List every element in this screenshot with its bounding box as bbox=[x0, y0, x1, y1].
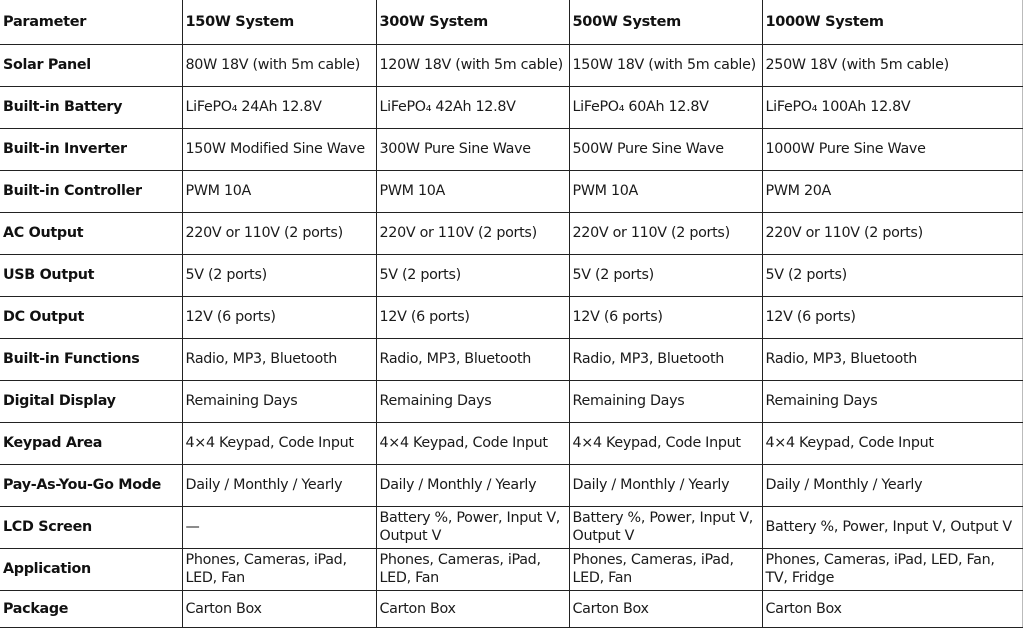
header-150w: 150W System bbox=[182, 0, 376, 44]
row-label: AC Output bbox=[0, 212, 182, 254]
table-cell: 220V or 110V (2 ports) bbox=[182, 212, 376, 254]
table-cell: 12V (6 ports) bbox=[376, 296, 569, 338]
table-row bbox=[0, 380, 1022, 422]
table-row bbox=[0, 590, 1022, 627]
table-cell: PWM 10A bbox=[376, 170, 569, 212]
table-cell: Daily / Monthly / Yearly bbox=[762, 464, 1022, 506]
table-cell: Phones, Cameras, iPad, LED, Fan bbox=[376, 548, 569, 590]
table-cell: Phones, Cameras, iPad, LED, Fan bbox=[569, 548, 762, 590]
table-cell: Remaining Days bbox=[762, 380, 1022, 422]
table-header bbox=[0, 0, 1022, 44]
row-label: Keypad Area bbox=[0, 422, 182, 464]
row-label: Built-in Controller bbox=[0, 170, 182, 212]
table-cell: 5V (2 ports) bbox=[762, 254, 1022, 296]
table-row bbox=[0, 338, 1022, 380]
table-cell: 500W Pure Sine Wave bbox=[569, 128, 762, 170]
table-cell: 80W 18V (with 5m cable) bbox=[182, 44, 376, 86]
table-cell: 250W 18V (with 5m cable) bbox=[762, 44, 1022, 86]
table-row bbox=[0, 422, 1022, 464]
table-row bbox=[0, 548, 1022, 590]
row-label: Built-in Inverter bbox=[0, 128, 182, 170]
row-label: Application bbox=[0, 548, 182, 590]
table-cell: 220V or 110V (2 ports) bbox=[762, 212, 1022, 254]
table-cell: Remaining Days bbox=[376, 380, 569, 422]
table-cell: Phones, Cameras, iPad, LED, Fan, TV, Fridge bbox=[762, 548, 1022, 590]
table-cell: 220V or 110V (2 ports) bbox=[569, 212, 762, 254]
table-cell: 4×4 Keypad, Code Input bbox=[569, 422, 762, 464]
table-cell: 120W 18V (with 5m cable) bbox=[376, 44, 569, 86]
table-row bbox=[0, 464, 1022, 506]
table-cell: Battery %, Power, Input V, Output V bbox=[762, 506, 1022, 548]
table-cell: LiFePO₄ 60Ah 12.8V bbox=[569, 86, 762, 128]
row-label: Package bbox=[0, 590, 182, 627]
table-row bbox=[0, 44, 1022, 86]
row-label: Built-in Functions bbox=[0, 338, 182, 380]
row-label: Built-in Battery bbox=[0, 86, 182, 128]
header-1000w: 1000W System bbox=[762, 0, 1022, 44]
header-300w: 300W System bbox=[376, 0, 569, 44]
table-row bbox=[0, 170, 1022, 212]
table-cell: Remaining Days bbox=[569, 380, 762, 422]
table-cell: 220V or 110V (2 ports) bbox=[376, 212, 569, 254]
table-cell: 150W 18V (with 5m cable) bbox=[569, 44, 762, 86]
row-label: USB Output bbox=[0, 254, 182, 296]
table-cell: 12V (6 ports) bbox=[762, 296, 1022, 338]
table-cell: PWM 20A bbox=[762, 170, 1022, 212]
table-cell: Remaining Days bbox=[182, 380, 376, 422]
row-label: DC Output bbox=[0, 296, 182, 338]
table-cell: 12V (6 ports) bbox=[569, 296, 762, 338]
table-cell: 150W Modified Sine Wave bbox=[182, 128, 376, 170]
table-cell: 5V (2 ports) bbox=[569, 254, 762, 296]
table-cell: 12V (6 ports) bbox=[182, 296, 376, 338]
header-row bbox=[0, 0, 1022, 44]
table-cell: 300W Pure Sine Wave bbox=[376, 128, 569, 170]
row-label: Digital Display bbox=[0, 380, 182, 422]
table-cell: Carton Box bbox=[182, 590, 376, 627]
table-cell: 1000W Pure Sine Wave bbox=[762, 128, 1022, 170]
table-cell: Radio, MP3, Bluetooth bbox=[762, 338, 1022, 380]
table-cell: PWM 10A bbox=[569, 170, 762, 212]
table-cell: Radio, MP3, Bluetooth bbox=[376, 338, 569, 380]
table-cell: 5V (2 ports) bbox=[182, 254, 376, 296]
table-cell: Carton Box bbox=[762, 590, 1022, 627]
table-cell: 4×4 Keypad, Code Input bbox=[762, 422, 1022, 464]
row-label: Pay-As-You-Go Mode bbox=[0, 464, 182, 506]
table-cell: LiFePO₄ 42Ah 12.8V bbox=[376, 86, 569, 128]
table-cell: Battery %, Power, Input V, Output V bbox=[569, 506, 762, 548]
table-row bbox=[0, 296, 1022, 338]
table-cell: Battery %, Power, Input V, Output V bbox=[376, 506, 569, 548]
table-cell: 4×4 Keypad, Code Input bbox=[182, 422, 376, 464]
header-parameter: Parameter bbox=[0, 0, 182, 44]
table-cell: 5V (2 ports) bbox=[376, 254, 569, 296]
table-row bbox=[0, 128, 1022, 170]
table-row bbox=[0, 254, 1022, 296]
table-cell: LiFePO₄ 24Ah 12.8V bbox=[182, 86, 376, 128]
table-cell: LiFePO₄ 100Ah 12.8V bbox=[762, 86, 1022, 128]
table-row bbox=[0, 506, 1022, 548]
table-cell: Radio, MP3, Bluetooth bbox=[182, 338, 376, 380]
row-label: LCD Screen bbox=[0, 506, 182, 548]
table-row bbox=[0, 212, 1022, 254]
table-cell: Phones, Cameras, iPad, LED, Fan bbox=[182, 548, 376, 590]
table-cell: Radio, MP3, Bluetooth bbox=[569, 338, 762, 380]
table-cell: — bbox=[182, 506, 376, 548]
table-body bbox=[0, 44, 1022, 627]
table-cell: Daily / Monthly / Yearly bbox=[569, 464, 762, 506]
table-cell: Daily / Monthly / Yearly bbox=[376, 464, 569, 506]
table-cell: Carton Box bbox=[569, 590, 762, 627]
table-cell: 4×4 Keypad, Code Input bbox=[376, 422, 569, 464]
table-cell: PWM 10A bbox=[182, 170, 376, 212]
header-500w: 500W System bbox=[569, 0, 762, 44]
table-row bbox=[0, 86, 1022, 128]
table-cell: Carton Box bbox=[376, 590, 569, 627]
row-label: Solar Panel bbox=[0, 44, 182, 86]
table-cell: Daily / Monthly / Yearly bbox=[182, 464, 376, 506]
